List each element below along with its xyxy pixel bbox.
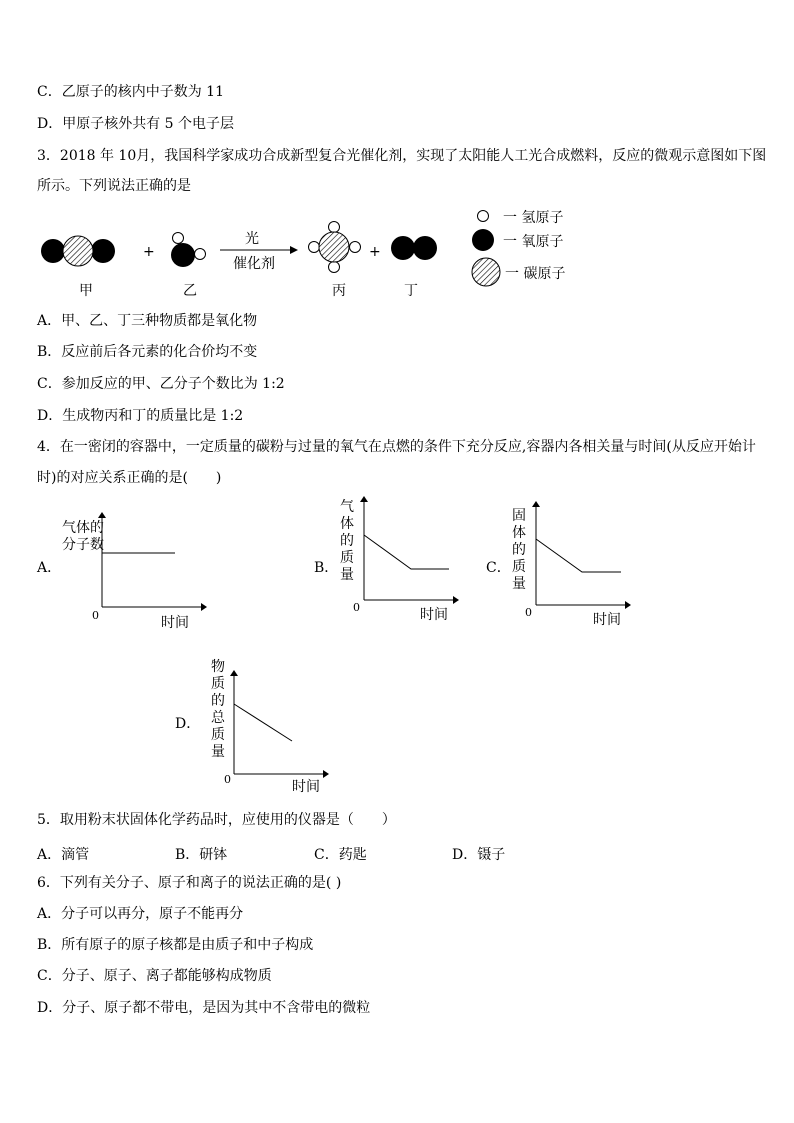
- graph-d-origin: 0: [224, 773, 231, 786]
- legend-hydrogen: 一 氢原子: [503, 210, 564, 226]
- graph-d: [227, 668, 337, 778]
- q4-stem-line2: 时)的对应关系正确的是( ): [37, 470, 222, 486]
- q5-option-a: A．滴管: [37, 847, 90, 863]
- graph-b-ylabel: 气体的质量: [340, 499, 354, 583]
- arrow-label-light: 光: [245, 231, 259, 247]
- graph-d-option: D．: [175, 716, 201, 732]
- molecule-ding: [391, 236, 437, 260]
- legend-carbon: 一 碳原子: [505, 266, 566, 282]
- q6-stem: 6．下列有关分子、原子和离子的说法正确的是( ): [37, 875, 342, 891]
- q3-option-d: D．生成物丙和丁的质量比是 1:2: [37, 408, 244, 424]
- graph-c-ylabel: 固体的质量: [512, 508, 526, 592]
- label-ding: 丁: [404, 283, 418, 299]
- q5-option-c: C．药匙: [314, 847, 367, 863]
- molecule-bing: [309, 222, 361, 273]
- label-bing: 丙: [332, 283, 346, 299]
- q6-option-a: A．分子可以再分，原子不能再分: [37, 906, 244, 922]
- graph-c-xlabel: 时间: [593, 612, 621, 628]
- label-jia: 甲: [79, 283, 93, 299]
- legend-oxygen: 一 氧原子: [503, 234, 564, 250]
- q6-option-b: B．所有原子的原子核都是由质子和中子构成: [37, 937, 314, 953]
- q3-stem-line1: 3．2018 年 10月，我国科学家成功合成新型复合光催化剂，实现了太阳能人工光合成燃料，反应的微观示意图如下图: [37, 148, 767, 164]
- graph-b-xlabel: 时间: [420, 607, 448, 623]
- q3-option-a: A．甲、乙、丁三种物质都是氧化物: [37, 313, 258, 329]
- graph-b-option: B．: [314, 560, 339, 576]
- q6-option-c: C．分子、原子、离子都能够构成物质: [37, 968, 272, 984]
- reaction-diagram: [0, 0, 794, 300]
- q2-option-d: D．甲原子核外共有 5 个电子层: [37, 116, 235, 132]
- graph-a: [95, 512, 215, 612]
- graph-a-origin: 0: [92, 609, 99, 622]
- molecule-yi: [171, 233, 206, 268]
- arrow-label-catalyst: 催化剂: [233, 256, 275, 272]
- reaction-arrow: [220, 246, 298, 254]
- graph-c-option: C．: [486, 560, 511, 576]
- graph-d-ylabel: 物质的总质量: [211, 659, 225, 760]
- q3-stem-line2: 所示。下列说法正确的是: [37, 178, 191, 194]
- label-yi: 乙: [183, 283, 197, 299]
- graph-a-ylabel: 气体的分子数: [62, 520, 104, 553]
- legend: [472, 211, 500, 287]
- graph-a-option: A．: [37, 560, 62, 576]
- plus-sign-2: +: [369, 244, 381, 260]
- q6-option-d: D．分子、原子都不带电，是因为其中不含带电的微粒: [37, 1000, 371, 1016]
- q5-stem: 5．取用粉末状固体化学药品时，应使用的仪器是（ ）: [37, 812, 396, 828]
- graph-c-origin: 0: [525, 606, 532, 619]
- graph-d-xlabel: 时间: [292, 779, 320, 795]
- plus-sign-1: +: [143, 244, 155, 260]
- graph-a-xlabel: 时间: [161, 615, 189, 631]
- q4-stem-line1: 4．在一密闭的容器中，一定质量的碳粉与过量的氧气在点燃的条件下充分反应,容器内各相关量与时间(从反应开始计: [37, 439, 756, 455]
- q2-option-c: C．乙原子的核内中子数为 11: [37, 84, 224, 100]
- graph-b-origin: 0: [353, 601, 360, 614]
- molecule-jia: [41, 236, 115, 266]
- q5-option-d: D．镊子: [452, 847, 506, 863]
- graph-c: [529, 499, 639, 609]
- q3-option-b: B．反应前后各元素的化合价均不变: [37, 344, 258, 360]
- graph-b: [357, 494, 467, 604]
- q3-option-c: C．参加反应的甲、乙分子个数比为 1:2: [37, 376, 285, 392]
- q5-option-b: B．研钵: [175, 847, 228, 863]
